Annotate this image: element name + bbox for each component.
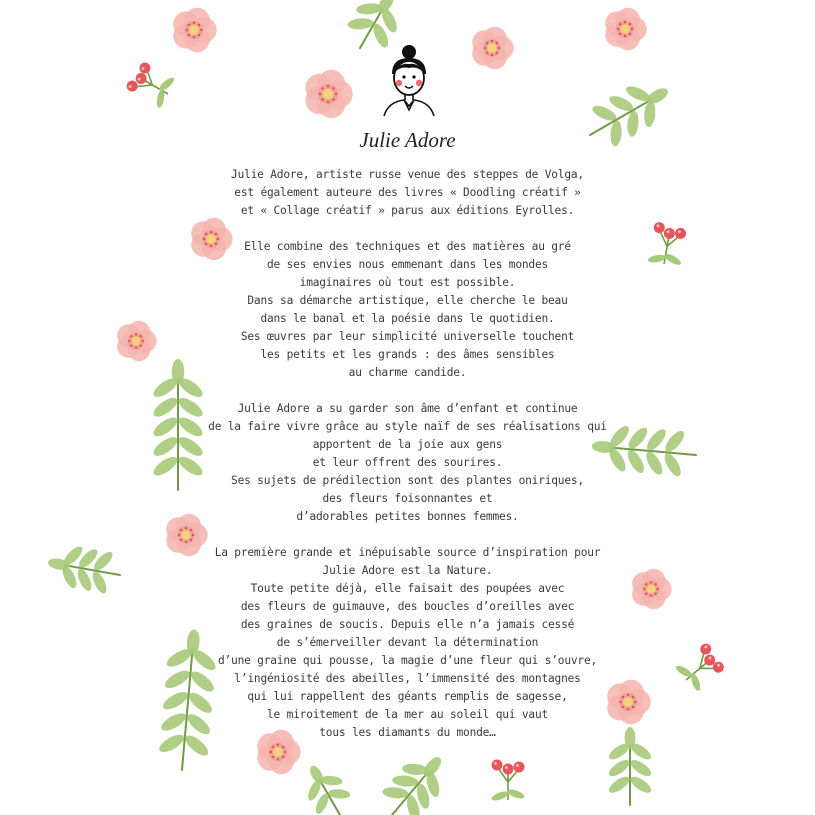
flower-icon bbox=[305, 70, 352, 118]
text-line: et « Collage créatif » parus aux éditions Eyrolles. bbox=[240, 204, 575, 217]
text-line: Julie Adore, artiste russe venue des steppes de Volga, bbox=[231, 168, 584, 181]
text-line: les petits et les grands : des âmes sensibles bbox=[260, 348, 555, 361]
text-line: apportent de la joie aux gens bbox=[312, 438, 503, 451]
berry-sprig-icon bbox=[124, 58, 179, 110]
text-line: La première grande et inépuisable source d’inspiration pour bbox=[214, 546, 601, 559]
text-line: Julie Adore est la Nature. bbox=[322, 564, 493, 577]
text-line: d’une graine qui pousse, la magie d’une fleur qui s’ouvre, bbox=[217, 654, 598, 667]
text-line: de ses envies nous emmenant dans les mondes bbox=[266, 258, 549, 271]
text-line: qui lui rappellent des géants remplis de sagesse, bbox=[247, 690, 568, 703]
text-line: des fleurs de guimauve, des boucles d’oreilles avec bbox=[240, 600, 575, 613]
text-line: des graines de soucis. Depuis elle n’a jamais cessé bbox=[240, 618, 575, 631]
paragraph-3 bbox=[190, 400, 625, 526]
author-portrait-icon bbox=[380, 40, 438, 118]
flower-icon bbox=[632, 569, 672, 609]
text-line: au charme candide. bbox=[348, 366, 467, 379]
text-line: Ses sujets de prédilection sont des plantes oniriques, bbox=[231, 474, 584, 487]
paragraph-2 bbox=[190, 238, 625, 382]
berry-sprig-icon bbox=[646, 221, 688, 269]
text-line: Dans sa démarche artistique, elle cherche le beau bbox=[247, 294, 568, 307]
biography-text bbox=[190, 166, 625, 760]
paragraph-1 bbox=[190, 166, 625, 220]
page-title: Julie Adore bbox=[359, 128, 456, 152]
text-line: le miroitement de la mer au soleil qui vaut bbox=[266, 708, 549, 721]
text-line: de la faire vivre grâce au style naïf de ses réalisations qui bbox=[208, 420, 607, 433]
flower-icon bbox=[605, 8, 647, 50]
text-line: imaginaires où tout est possible. bbox=[299, 276, 516, 289]
text-line: Ses œuvres par leur simplicité universelle touchent bbox=[240, 330, 575, 343]
text-line: d’adorables petites bonnes femmes. bbox=[296, 510, 519, 523]
text-line: dans le banal et la poésie dans le quotidien. bbox=[260, 312, 555, 325]
flower-icon bbox=[472, 27, 514, 69]
text-line: Toute petite déjà, elle faisait des poupées avec bbox=[250, 582, 565, 595]
text-line: Elle combine des techniques et des matières au gré bbox=[244, 240, 571, 253]
berry-sprig-icon bbox=[490, 760, 525, 803]
flower-icon bbox=[173, 8, 217, 52]
text-line: de s’émerveiller devant la détermination bbox=[276, 636, 539, 649]
text-line: tous les diamants du monde… bbox=[319, 726, 496, 739]
text-line: est également auteure des livres « Doodling créatif » bbox=[234, 186, 581, 199]
berry-sprig-icon bbox=[673, 640, 729, 695]
leaf-sprig-icon bbox=[44, 539, 124, 598]
paragraph-4 bbox=[190, 544, 625, 742]
text-line: des fleurs foisonnantes et bbox=[322, 492, 493, 505]
text-line: l’ingéniosité des abeilles, l’immensité des montagnes bbox=[234, 672, 581, 685]
flower-icon bbox=[117, 321, 157, 361]
text-line: Julie Adore a su garder son âme d’enfant et continue bbox=[237, 402, 578, 415]
leaf-sprig-icon bbox=[293, 755, 359, 815]
text-line: et leur offrent des sourires. bbox=[312, 456, 503, 469]
